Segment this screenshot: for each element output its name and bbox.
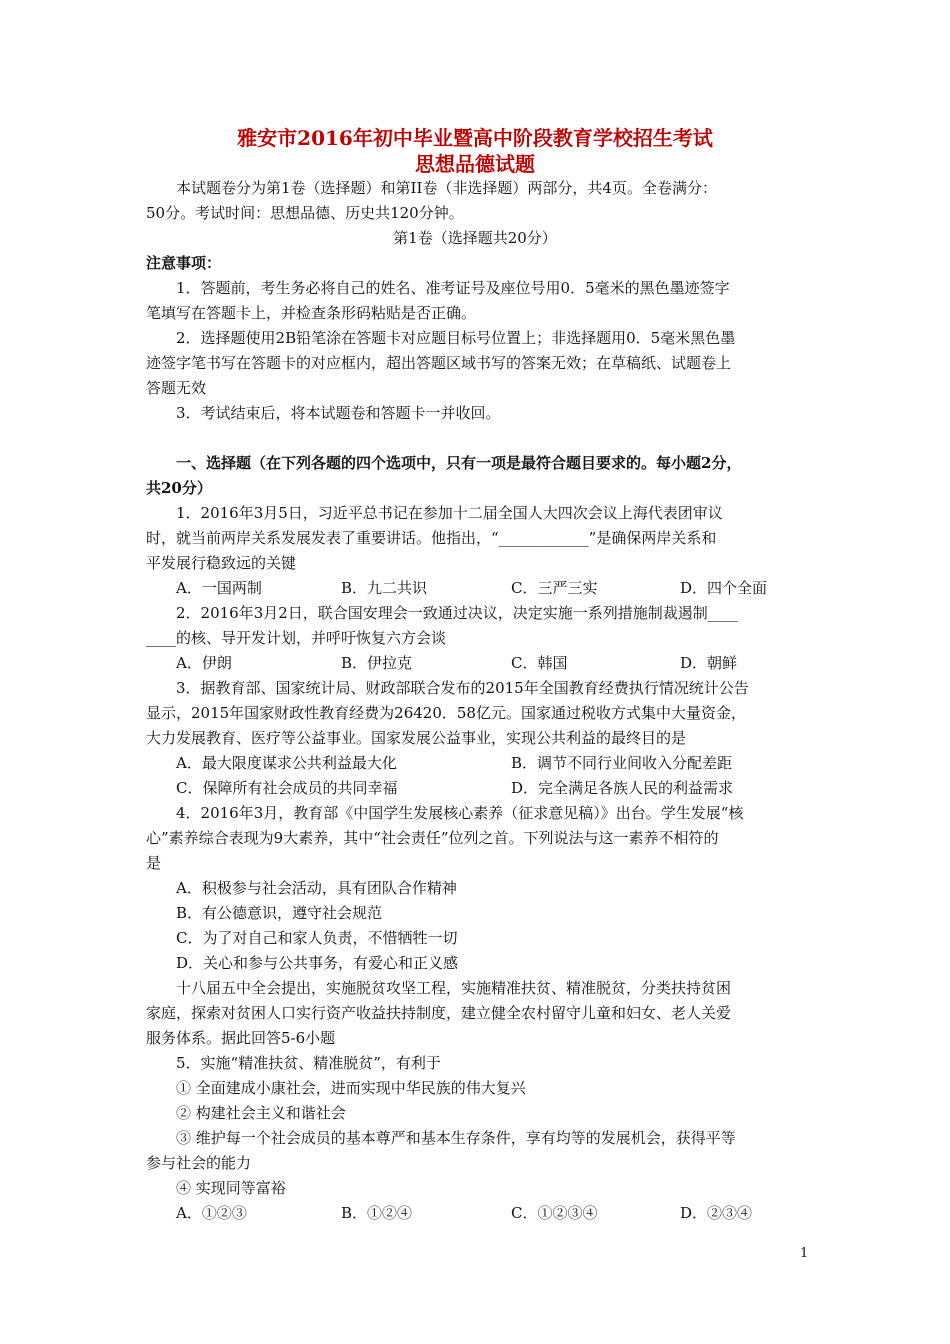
question-1-stem: 时，就当前两岸关系发展发表了重要讲话。他指出，“____________”是确保两岸关系和 <box>146 529 717 547</box>
part-heading: 一、选择题（在下列各题的四个选项中，只有一项是最符合题目要求的。每小题2分， <box>176 454 742 472</box>
question-5-statement: ④ 实现同等富裕 <box>176 1179 286 1197</box>
question-1-stem: 1．2016年3月5日，习近平总书记在参加十二届全国人大四次会议上海代表团审议 <box>176 504 723 522</box>
note-line: 答题无效 <box>146 379 207 397</box>
question-5-statement: ① 全面建成小康社会，进而实现中华民族的伟大复兴 <box>176 1079 526 1097</box>
note-line: 3．考试结束后，将本试题卷和答题卡一并收回。 <box>176 404 501 422</box>
part-heading: 共20分） <box>146 479 212 497</box>
notes-heading: 注意事项： <box>146 254 222 272</box>
question-5-statement: ② 构建社会主义和谐社会 <box>176 1104 346 1122</box>
question-5-option-d: D．②③④ <box>680 1204 753 1222</box>
question-4-stem: 是 <box>146 854 162 872</box>
question-4-option-b: B．有公德意识，遵守社会规范 <box>176 904 383 922</box>
note-line: 1．答题前，考生务必将自己的姓名、准考证号及座位号用0．5毫米的黑色墨迹签字 <box>176 279 730 297</box>
question-3-option-b: B．调节不同行业间收入分配差距 <box>511 754 733 772</box>
question-2-option-c: C．韩国 <box>511 654 568 672</box>
question-1-option-d: D．四个全面 <box>680 579 768 597</box>
exam-title: 雅安市2016年初中毕业暨高中阶段教育学校招生考试 <box>237 126 713 150</box>
question-1-stem: 平发展行稳致远的关键 <box>146 554 297 572</box>
question-2-stem: 2．2016年3月2日，联合国安理会一致通过决议，决定实施一系列措施制裁遏制____ <box>176 604 738 622</box>
question-2-stem: ____的核、导开发计划，并呼吁恢复六方会谈 <box>146 629 447 647</box>
question-2-option-d: D．朝鲜 <box>680 654 738 672</box>
question-2-option-b: B．伊拉克 <box>341 654 413 672</box>
question-3-stem: 3．据教育部、国家统计局、财政部联合发布的2015年全国教育经费执行情况统计公告 <box>176 679 749 697</box>
question-1-option-b: B．九二共识 <box>341 579 428 597</box>
question-3-stem: 显示，2015年国家财政性教育经费为26420．58亿元。国家通过税收方式集中大量资金， <box>146 704 746 722</box>
exam-subtitle: 思想品德试题 <box>415 152 535 176</box>
question-5-option-b: B．①②④ <box>341 1204 413 1222</box>
intro-line: 50分。考试时间：思想品德、历史共120分钟。 <box>146 204 464 222</box>
question-2-option-a: A．伊朗 <box>176 654 232 672</box>
material-text: 服务体系。据此回答5-6小题 <box>146 1029 336 1047</box>
question-5-statement: 参与社会的能力 <box>146 1154 252 1172</box>
question-1-option-a: A．一国两制 <box>176 579 262 597</box>
material-text: 家庭，探索对贫困人口实行资产收益扶持制度，建立健全农村留守儿童和妇女、老人关爱 <box>146 1004 732 1022</box>
intro-line: 本试题卷分为第1卷（选择题）和第II卷（非选择题）两部分，共4页。全卷满分： <box>176 179 717 197</box>
question-5-statement: ③ 维护每一个社会成员的基本尊严和基本生存条件，享有均等的发展机会，获得平等 <box>176 1129 736 1147</box>
question-3-stem: 大力发展教育、医疗等公益事业。国家发展公益事业，实现公共利益的最终目的是 <box>146 729 687 747</box>
page-number: 1 <box>800 1246 809 1261</box>
note-line: 2．选择题使用2B铅笔涂在答题卡对应题目标号位置上；非选择题用0．5毫米黑色墨 <box>176 329 736 347</box>
note-line: 笔填写在答题卡上，并检查条形码粘贴是否正确。 <box>146 304 477 322</box>
section-label: 第1卷（选择题共20分） <box>393 229 557 247</box>
note-line: 迹签字笔书写在答题卡的对应框内，超出答题区域书写的答案无效；在草稿纸、试题卷上 <box>146 354 732 372</box>
question-3-option-d: D．完全满足各族人民的利益需求 <box>511 779 734 797</box>
question-4-option-a: A．积极参与社会活动，具有团队合作精神 <box>176 879 457 897</box>
question-5-stem: 5．实施“精准扶贫、精准脱贫”，有利于 <box>176 1054 441 1072</box>
question-5-option-c: C．①②③④ <box>511 1204 598 1222</box>
question-4-stem: 心”素养综合表现为9大素养，其中“社会责任”位列之首。下列说法与这一素养不相符的 <box>146 829 719 847</box>
question-3-option-a: A．最大限度谋求公共利益最大化 <box>176 754 397 772</box>
question-5-option-a: A．①②③ <box>176 1204 247 1222</box>
question-3-option-c: C．保障所有社会成员的共同幸福 <box>176 779 398 797</box>
question-1-option-c: C．三严三实 <box>511 579 598 597</box>
question-4-option-d: D．关心和参与公共事务，有爱心和正义感 <box>176 954 459 972</box>
material-text: 十八届五中全会提出，实施脱贫攻坚工程，实施精准扶贫、精准脱贫，分类扶持贫困 <box>176 979 732 997</box>
question-4-option-c: C．为了对自己和家人负责，不惜牺牲一切 <box>176 929 458 947</box>
question-4-stem: 4．2016年3月，教育部《中国学生发展核心素养（征求意见稿）》出台。学生发展“核 <box>176 804 744 822</box>
